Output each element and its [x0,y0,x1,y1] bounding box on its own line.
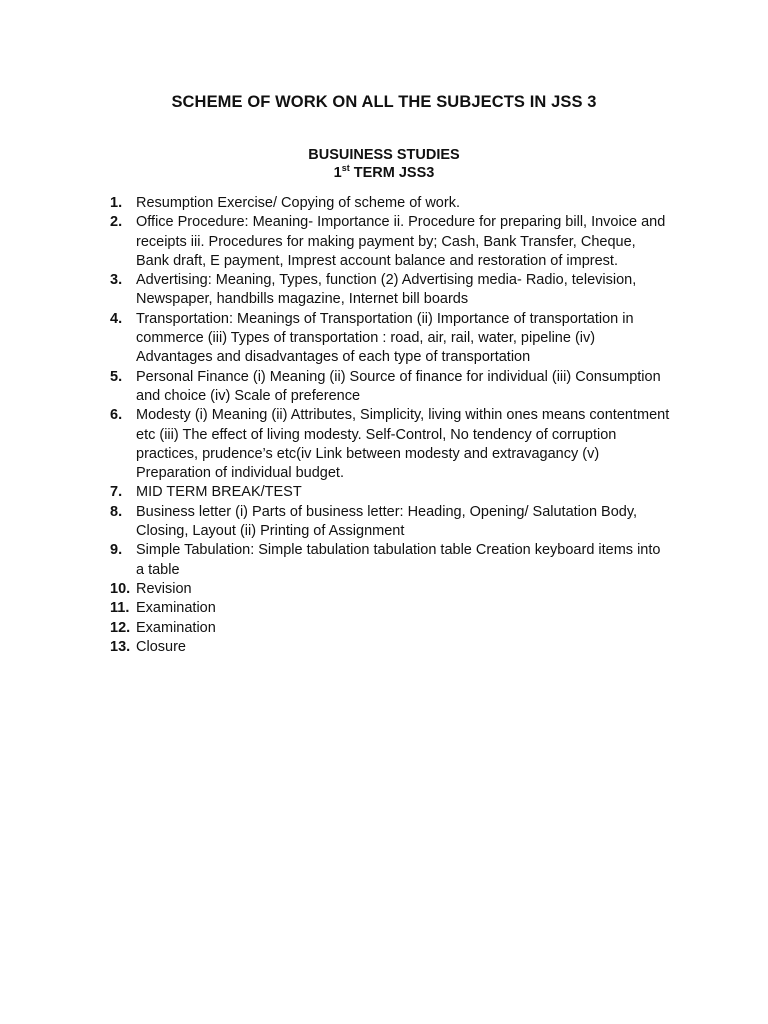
item-number: 7. [110,484,123,501]
list-item [110,368,670,407]
item-text: Personal Finance (i) Meaning (ii) Source of finance for individual (iii) Consumption and choice (iv) Scale of preference [136,368,661,404]
list-item [110,271,670,310]
list-item [110,213,670,271]
item-number: 4. [110,310,123,327]
subject-heading: BUSUINESS STUDIES [308,147,460,163]
item-number: 10. [110,580,131,597]
term-heading [0,165,768,181]
item-number: 5. [110,368,123,385]
item-text: Examination [136,600,216,617]
item-text: Revision [136,580,192,597]
item-number: 12. [110,619,131,636]
item-number: 6. [110,407,123,424]
list-item [110,503,670,542]
list-item [110,541,670,580]
list-item [110,619,670,638]
item-text: Office Procedure: Meaning- Importance ii. Procedure for preparing bill, Invoice and receipts iii. Procedures for making payment by; Cash, Bank Transfer, Cheque, Bank draft, E payment, Imprest account balance and restoration of imprest. [136,214,666,269]
item-number: 8. [110,503,123,520]
list-item [110,310,670,368]
item-number: 11. [110,600,130,617]
item-text: Examination [136,619,216,636]
item-text: Transportation: Meanings of Transportation (ii) Importance of transportation in commerce (iii) Types of transportation : road, air, rail, water, pipeline (iv) Advantages and disadvantages of each type of transportation [136,310,634,366]
item-text: MID TERM BREAK/TEST [136,484,302,501]
item-text: Business letter (i) Parts of business letter: Heading, Opening/ Salutation Body, Closing, Layout (ii) Printing of Assignment [136,503,638,540]
item-number: 3. [110,272,123,289]
list-item [110,194,670,213]
item-text: Advertising: Meaning, Types, function (2) Advertising media- Radio, television, Newspaper, handbills magazine, Internet bill boards [136,272,637,308]
term-ordinal-suffix: st [341,163,350,174]
list-item [110,483,670,502]
item-text: Modesty (i) Meaning (ii) Attributes, Simplicity, living within ones means contentment etc (iii) The effect of living modesty. Self-Control, No tendency of corruption practices, prudence’s etc(iv Link between modesty and extravagancy (v) Preparation of individual budget. [136,407,670,482]
list-item [110,406,670,483]
term-number: 1 [333,165,342,181]
item-text: Closure [136,638,186,655]
item-number: 13. [110,638,131,655]
list-item [110,580,670,599]
item-number: 2. [110,214,123,231]
scheme-list [110,194,670,657]
list-item [110,599,670,618]
list-item [110,638,670,657]
item-text: Simple Tabulation: Simple tabulation tabulation table Creation keyboard items into a table [136,542,661,578]
item-number: 9. [110,542,123,559]
item-text: Resumption Exercise/ Copying of scheme of work. [136,195,460,211]
document-title: SCHEME OF WORK ON ALL THE SUBJECTS IN JSS 3 [171,93,597,111]
item-number: 1. [110,195,123,211]
term-label: TERM JSS3 [349,165,435,181]
